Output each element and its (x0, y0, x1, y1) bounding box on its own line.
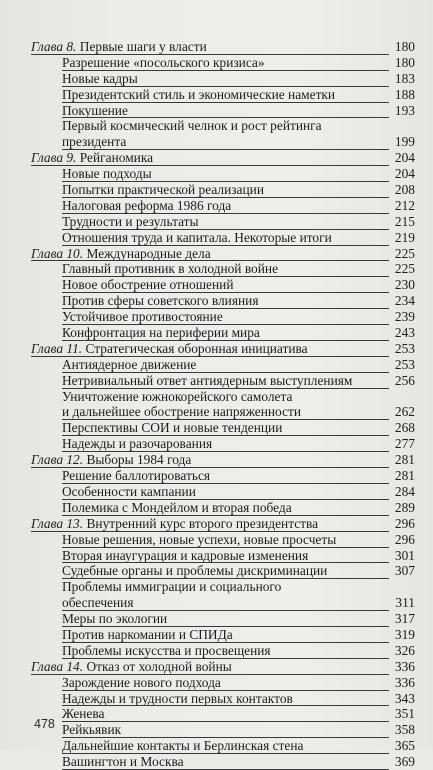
toc-line (0, 548, 433, 564)
toc-page-number: 369 (394, 754, 415, 770)
toc-page-number: 336 (394, 674, 415, 690)
toc-line (0, 55, 433, 71)
toc-section-entry (0, 579, 433, 611)
toc-line (0, 468, 433, 484)
section-title: Покушение (62, 102, 128, 118)
table-of-contents (0, 39, 433, 770)
toc-page-number: 180 (394, 54, 415, 70)
chapter-heading (31, 341, 308, 357)
section-title: Отношения труда и капитала. Некоторые итоги (62, 229, 332, 245)
toc-section-entry (0, 691, 433, 707)
chapter-label: Глава 10. (31, 245, 84, 261)
toc-section-entry (0, 373, 433, 389)
toc-section-entry (0, 230, 433, 246)
toc-page-number: 215 (394, 213, 415, 229)
section-title: Конфронтация на периферии мира (62, 325, 260, 341)
toc-line (0, 293, 433, 309)
toc-page-number: 281 (394, 468, 415, 484)
toc-chapter-entry (0, 39, 433, 55)
toc-page-number: 336 (394, 658, 415, 674)
chapter-title: Международные дела (86, 245, 211, 261)
section-title: Дальнейшие контакты и Берлинская стена (62, 738, 304, 754)
toc-page-number: 180 (394, 39, 415, 54)
toc-section-entry (0, 357, 433, 373)
toc-section-entry (0, 563, 433, 579)
section-title: Уничтожение южнокорейского самолета (62, 388, 293, 404)
chapter-label: Глава 14. (31, 658, 84, 674)
toc-line (0, 420, 433, 436)
toc-line (0, 706, 433, 722)
toc-page-number: 326 (394, 642, 415, 658)
chapter-label: Глава 11. (31, 340, 83, 356)
section-title: Вторая инаугурация и кадровые изменения (62, 547, 309, 563)
toc-page-number: 289 (394, 499, 415, 515)
toc-section-entry (0, 754, 433, 770)
toc-line (0, 230, 433, 246)
toc-page-number: 219 (394, 229, 415, 245)
toc-line (0, 452, 433, 468)
section-title: Новые кадры (62, 70, 138, 86)
section-title: Рейкьявик (62, 722, 122, 738)
toc-line (0, 134, 433, 150)
toc-page-number: 296 (394, 515, 415, 531)
toc-section-entry (0, 420, 433, 436)
chapter-title: Выборы 1984 года (86, 452, 192, 468)
toc-page-number: 253 (394, 340, 415, 356)
toc-chapter-entry (0, 452, 433, 468)
toc-section-entry (0, 738, 433, 754)
section-title: Надежды и трудности первых контактов (62, 690, 293, 706)
toc-line (0, 738, 433, 754)
chapter-title: Отказ от холодной войны (86, 658, 232, 674)
toc-page-number: 253 (394, 356, 415, 372)
toc-section-entry (0, 182, 433, 198)
toc-page-number: 358 (394, 722, 415, 738)
toc-section-entry (0, 675, 433, 691)
toc-section-entry (0, 706, 433, 722)
toc-page-number: 311 (395, 595, 415, 611)
section-title: Новые решения, новые успехи, новые просчеты (62, 531, 337, 547)
chapter-title: Первые шаги у власти (79, 39, 207, 54)
section-title: Налоговая реформа 1986 года (62, 197, 232, 213)
toc-line (0, 357, 433, 373)
chapter-label: Глава 12. (31, 452, 84, 468)
toc-page-number: 281 (394, 452, 415, 468)
chapter-label: Глава 9. (31, 150, 77, 166)
toc-section-entry (0, 103, 433, 119)
section-title: Судебные органы и проблемы дискриминации (62, 563, 328, 579)
chapter-heading (31, 452, 191, 468)
toc-section-entry (0, 611, 433, 627)
toc-section-entry (0, 500, 433, 516)
toc-line (0, 341, 433, 357)
section-title: Против сферы советского влияния (62, 293, 259, 309)
toc-page-number: 307 (394, 563, 415, 579)
page-number: 478 (34, 717, 55, 731)
section-title: Проблемы иммиграции и социального (62, 579, 282, 595)
section-title: Первый космический челнок и рост рейтинга (62, 118, 322, 134)
toc-line (0, 198, 433, 214)
toc-page-number: 343 (394, 690, 415, 706)
toc-page-number: 243 (394, 325, 415, 341)
toc-section-entry (0, 722, 433, 738)
section-title: Трудности и результаты (62, 213, 199, 229)
toc-line (0, 39, 433, 55)
section-title: Перспективы СОИ и новые тенденции (62, 420, 283, 436)
section-title: Разрешение «посольского кризиса» (62, 54, 265, 70)
section-title: обеспечения (62, 595, 134, 611)
toc-chapter-entry (0, 246, 433, 262)
toc-page-number: 319 (394, 626, 415, 642)
toc-page-number: 183 (394, 70, 415, 86)
toc-line (0, 563, 433, 579)
toc-line (0, 246, 433, 262)
toc-section-entry (0, 261, 433, 277)
toc-page-number: 188 (394, 86, 415, 102)
toc-page-number: 193 (394, 102, 415, 118)
toc-page-number: 256 (394, 372, 415, 388)
toc-page-number: 284 (394, 483, 415, 499)
toc-line (0, 404, 433, 420)
toc-page-number: 268 (394, 420, 415, 436)
toc-line (0, 675, 433, 691)
section-title: Полемика с Мондейлом и вторая победа (62, 499, 292, 515)
toc-section-entry (0, 325, 433, 341)
toc-line (0, 627, 433, 643)
toc-line (0, 277, 433, 293)
toc-line (0, 150, 433, 166)
toc-section-entry (0, 293, 433, 309)
toc-section-entry (0, 548, 433, 564)
section-title: Особенности кампании (62, 483, 196, 499)
toc-page-number: 204 (394, 166, 415, 182)
toc-section-entry (0, 277, 433, 293)
chapter-title: Рейганомика (79, 150, 154, 166)
toc-page-number: 208 (394, 182, 415, 198)
toc-page-number: 225 (394, 245, 415, 261)
chapter-label: Глава 8. (31, 39, 77, 54)
toc-line (0, 373, 433, 389)
section-title: Главный противник в холодной войне (62, 261, 279, 277)
section-title: Новые подходы (62, 166, 152, 182)
toc-page-number: 365 (394, 738, 415, 754)
chapter-title: Стратегическая оборонная инициатива (85, 340, 308, 356)
toc-line (0, 691, 433, 707)
chapter-heading (31, 246, 211, 262)
toc-section-entry (0, 484, 433, 500)
section-title: Устойчивое противостояние (62, 309, 223, 325)
section-title: Зарождение нового подхода (62, 674, 221, 690)
toc-section-entry (0, 532, 433, 548)
toc-chapter-entry (0, 659, 433, 675)
toc-line (0, 595, 433, 611)
toc-line (0, 182, 433, 198)
toc-page-number: 351 (394, 706, 415, 722)
toc-section-entry (0, 389, 433, 421)
toc-section-entry (0, 87, 433, 103)
toc-section-entry (0, 166, 433, 182)
toc-section-entry (0, 436, 433, 452)
toc-page-number: 204 (394, 150, 415, 166)
chapter-heading (31, 659, 232, 675)
section-title: Вашингтон и Москва (62, 754, 184, 770)
toc-line (0, 87, 433, 103)
toc-page-number: 262 (394, 404, 415, 420)
toc-section-entry (0, 198, 433, 214)
toc-chapter-entry (0, 516, 433, 532)
toc-page-number: 212 (394, 197, 415, 213)
toc-page-number: 225 (394, 261, 415, 277)
toc-line (0, 579, 433, 595)
section-title: Надежды и разочарования (62, 436, 213, 452)
chapter-heading (31, 516, 318, 532)
section-title: Президентский стиль и экономические наметки (62, 86, 336, 102)
toc-page-number: 239 (394, 309, 415, 325)
toc-chapter-entry (0, 150, 433, 166)
toc-line (0, 516, 433, 532)
toc-page-number: 234 (394, 293, 415, 309)
toc-section-entry (0, 309, 433, 325)
toc-line (0, 325, 433, 341)
toc-page-number: 301 (394, 547, 415, 563)
toc-line (0, 71, 433, 87)
toc-page-number: 277 (394, 436, 415, 452)
toc-line (0, 166, 433, 182)
toc-section-entry (0, 71, 433, 87)
section-title: президента (62, 134, 127, 150)
toc-line (0, 118, 433, 134)
toc-line (0, 532, 433, 548)
toc-line (0, 500, 433, 516)
toc-section-entry (0, 214, 433, 230)
toc-line (0, 103, 433, 119)
toc-line (0, 484, 433, 500)
toc-section-entry (0, 55, 433, 71)
section-title: Попытки практической реализации (62, 182, 264, 198)
section-title: Женева (62, 706, 105, 722)
toc-section-entry (0, 118, 433, 150)
toc-page-number: 230 (394, 277, 415, 293)
chapter-heading (31, 150, 153, 166)
toc-page-number: 296 (394, 531, 415, 547)
toc-page-number: 317 (394, 611, 415, 627)
toc-line (0, 611, 433, 627)
section-title: Антиядерное движение (62, 356, 197, 372)
section-title: Меры по экологии (62, 611, 168, 627)
toc-line (0, 722, 433, 738)
toc-line (0, 261, 433, 277)
section-title: Проблемы искусства и просвещения (62, 642, 271, 658)
section-title: и дальнейшее обострение напряженности (62, 404, 302, 420)
toc-section-entry (0, 627, 433, 643)
toc-chapter-entry (0, 341, 433, 357)
toc-line (0, 214, 433, 230)
toc-line (0, 389, 433, 405)
toc-line (0, 436, 433, 452)
section-title: Новое обострение отношений (62, 277, 234, 293)
section-title: Решение баллотироваться (62, 468, 211, 484)
toc-line (0, 659, 433, 675)
section-title: Против наркомании и СПИДа (62, 626, 233, 642)
toc-line (0, 754, 433, 770)
toc-section-entry (0, 468, 433, 484)
toc-line (0, 309, 433, 325)
toc-page-number: 199 (394, 134, 415, 150)
chapter-title: Внутренний курс второго президентства (86, 515, 319, 531)
toc-line (0, 643, 433, 659)
chapter-label: Глава 13. (31, 515, 84, 531)
section-title: Нетривиальный ответ антиядерным выступлениям (62, 372, 353, 388)
chapter-heading (31, 39, 207, 55)
toc-section-entry (0, 643, 433, 659)
